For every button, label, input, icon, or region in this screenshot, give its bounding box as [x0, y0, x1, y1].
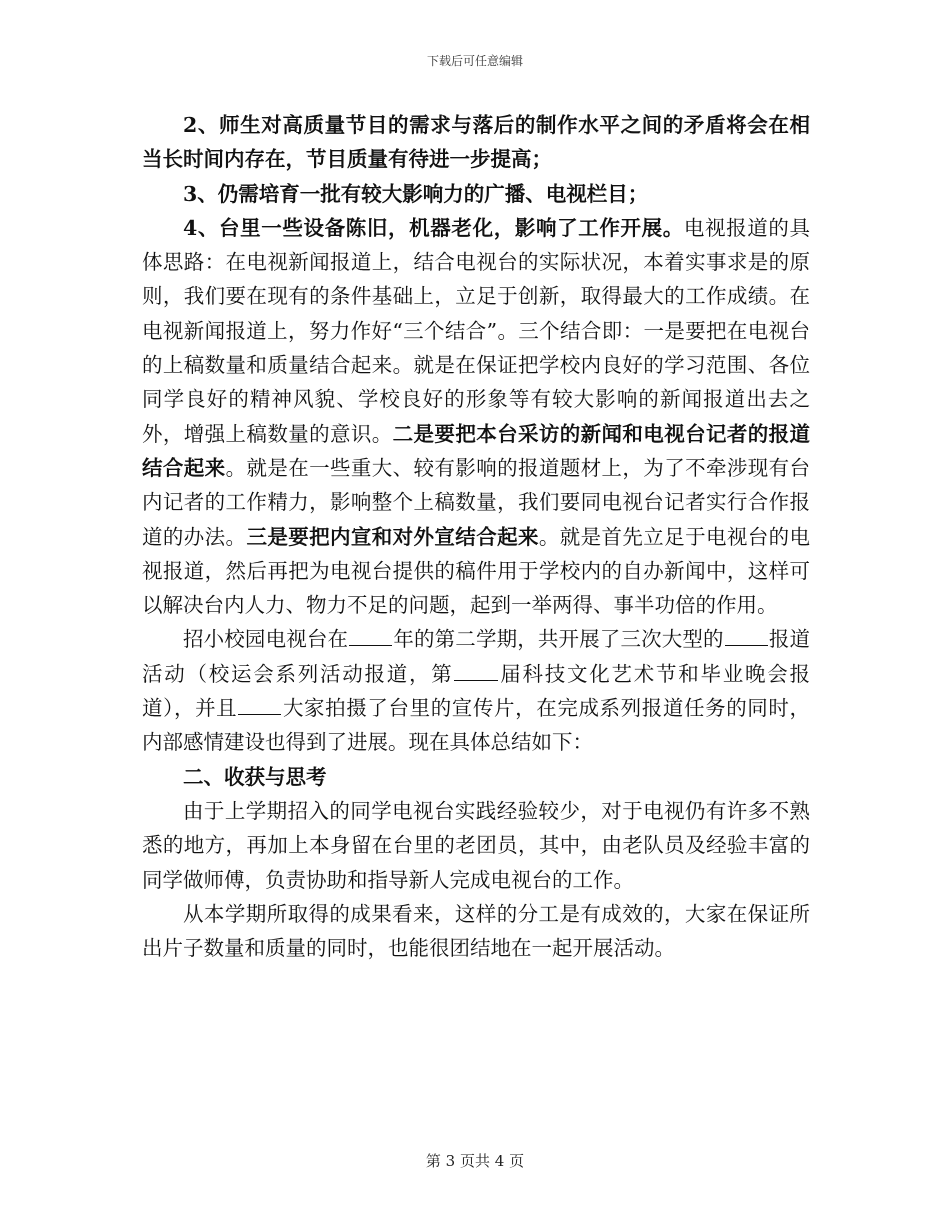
paragraph-issue-2	[142, 108, 810, 177]
issue-4-heading: 4、台里一些设备陈旧，机器老化，影响了工作开展。	[183, 215, 684, 240]
results-text: 从本学期所取得的成果看来，这样的分工是有成效的，大家在保证所出片子数量和质量的同时，也能很团结地在一起开展活动。	[142, 901, 810, 961]
section-heading-text: 二、收获与思考	[183, 764, 327, 789]
report-approach-text: 电视报道的具体思路：在电视新闻报道上，结合电视台的实际状况，本着实事求是的原则，我们要在现有的条件基础上，立足于创新，取得最大的工作成绩。在电视新闻报道上，努力作好“三个结合”。三个结合即：一是要把在电视台的上稿数量和质量结合起来。就是在保证把学校内良好的学习范围、各位同学良好的精神风貌、学校良好的形象等有较大影响的新闻报道出去之外，增强上稿数量的意识。	[142, 215, 811, 446]
new-members-text: 由于上学期招入的同学电视台实践经验较少，对于电视仍有许多不熟悉的地方，再加上本身留在台里的老团员，其中，由老队员及经验丰富的同学做师傅，负责协助和指导新人完成电视台的工作。	[142, 798, 810, 892]
blank-year	[349, 628, 392, 646]
page-header: 下载后可任意编辑	[426, 54, 523, 68]
summary-text-3: 报道活动（校运会系列活动报道，第	[142, 627, 811, 686]
paragraph-issue-4	[142, 211, 810, 623]
section-heading-gains	[142, 760, 810, 794]
paragraph-issue-3	[142, 177, 810, 211]
blank-edition	[454, 662, 497, 680]
page-footer: 第 3 页共 4 页	[425, 1152, 525, 1170]
document-body	[142, 108, 810, 965]
combination-2-text: 。就是在一些重大、较有影响的报道题材上，为了不牵涉现有台内记者的工作精力，影响整个上稿数量，我们要同电视台记者实行合作报道的办法。	[142, 455, 811, 549]
paragraph-semester-summary	[142, 622, 810, 759]
combination-2-heading: 二是要把本台采访的新闻和电视台记者的报道结合起来	[142, 421, 811, 480]
combination-3-heading: 三是要把内宣和对外宣结合起来	[246, 524, 539, 549]
combination-3-text: 。就是首先立足于电视台的电视报道，然后再把为电视台提供的稿件用于学校内的自办新闻中，这样可以解决台内人力、物力不足的问题，起到一举两得、事半功倍的作用。	[142, 524, 811, 618]
issue-3-text: 3、仍需培育一批有较大影响力的广播、电视栏目；	[183, 181, 649, 206]
summary-text-4: 届科技文化艺术节和毕业晚会报道），并且	[142, 661, 811, 721]
blank-helper	[238, 697, 281, 715]
blank-type	[725, 628, 768, 646]
paragraph-new-members	[142, 794, 810, 897]
summary-text-1: 招小校园电视台在	[183, 627, 349, 652]
issue-2-text: 2、师生对高质量节目的需求与落后的制作水平之间的矛盾将会在相当长时间内存在，节目质量有待进一步提高；	[142, 113, 810, 172]
summary-text-5: 大家拍摄了台里的宣传片，在完成系列报道任务的同时，内部感情建设也得到了进展。现在具体总结如下：	[142, 696, 811, 755]
summary-text-2: 年的第二学期，共开展了三次大型的	[393, 627, 724, 652]
paragraph-results	[142, 897, 810, 966]
